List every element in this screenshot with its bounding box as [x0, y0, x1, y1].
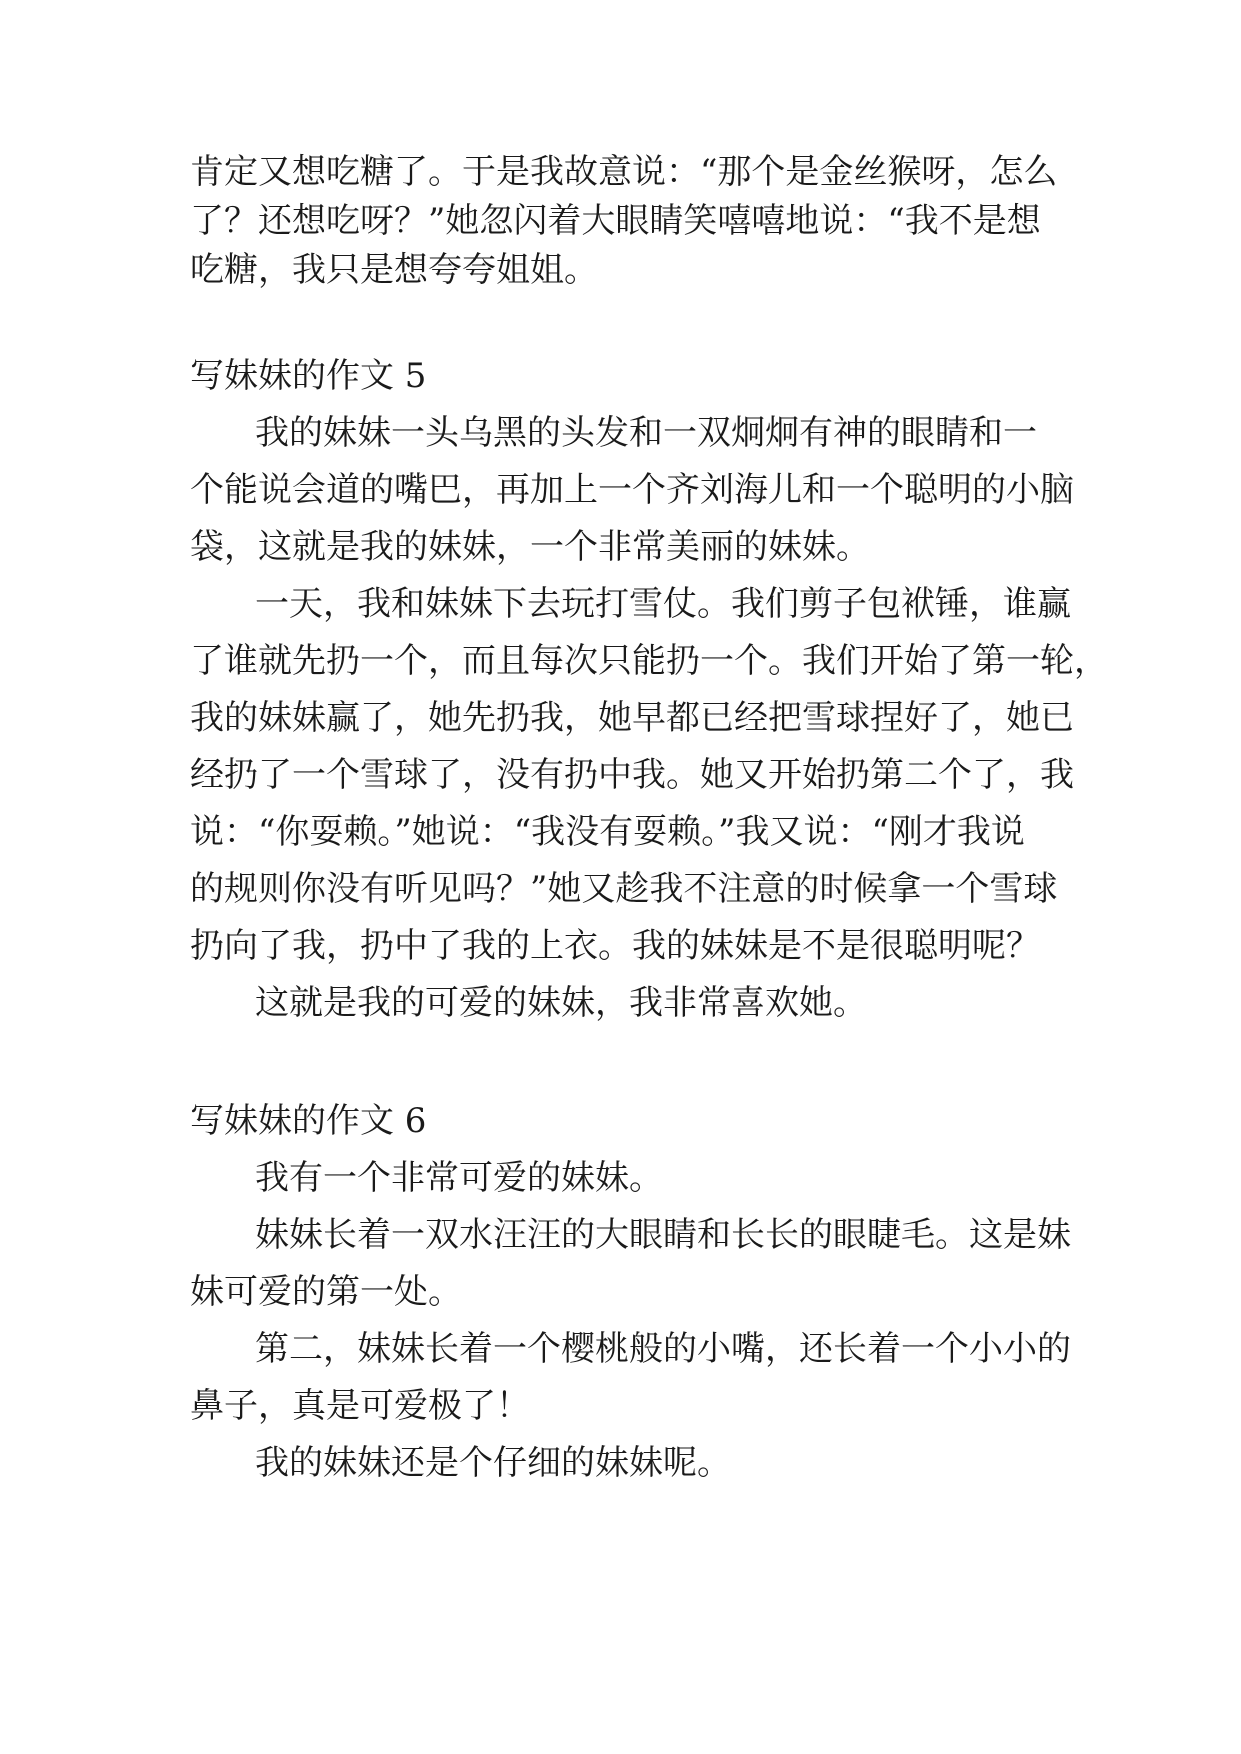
- text-line: 我有一个非常可爱的妹妹。: [255, 1158, 663, 1198]
- text-line: 妹妹长着一双水汪汪的大眼睛和长长的眼睫毛。这是妹: [255, 1215, 1071, 1255]
- text-line: 袋，这就是我的妹妹，一个非常美丽的妹妹。: [190, 527, 870, 567]
- text-line: 我的妹妹赢了，她先扔我，她早都已经把雪球捏好了，她已: [190, 698, 1074, 738]
- text-line: 第二，妹妹长着一个樱桃般的小嘴，还长着一个小小的: [255, 1329, 1071, 1369]
- text-line: 了谁就先扔一个，而且每次只能扔一个。我们开始了第一轮，: [190, 641, 1108, 681]
- text-line: 的规则你没有听见吗？”她又趁我不注意的时候拿一个雪球: [190, 869, 1058, 909]
- text-line: 个能说会道的嘴巴，再加上一个齐刘海儿和一个聪明的小脑: [190, 470, 1074, 510]
- section-heading: 写妹妹的作文 6: [190, 1101, 427, 1141]
- section-heading: 写妹妹的作文 5: [190, 356, 427, 396]
- text-line: 鼻子，真是可爱极了！: [190, 1386, 530, 1426]
- text-line: 妹可爱的第一处。: [190, 1272, 462, 1312]
- text-line: 这就是我的可爱的妹妹，我非常喜欢她。: [255, 983, 867, 1023]
- text-line: 肯定又想吃糖了。于是我故意说：“那个是金丝猴呀，怎么: [190, 152, 1058, 192]
- text-line: 扔向了我，扔中了我的上衣。我的妹妹是不是很聪明呢？: [190, 926, 1040, 966]
- text-line: 说：“你耍赖。”她说：“我没有耍赖。”我又说：“刚才我说: [190, 812, 1025, 852]
- text-line: 我的妹妹一头乌黑的头发和一双炯炯有神的眼睛和一: [255, 413, 1037, 453]
- text-line: 一天，我和妹妹下去玩打雪仗。我们剪子包袱锤，谁赢: [255, 584, 1071, 624]
- text-line: 经扔了一个雪球了，没有扔中我。她又开始扔第二个了，我: [190, 755, 1074, 795]
- text-line: 吃糖，我只是想夸夸姐姐。: [190, 250, 598, 290]
- text-line: 了？还想吃呀？”她忽闪着大眼睛笑嘻嘻地说：“我不是想: [190, 201, 1041, 241]
- text-line: 我的妹妹还是个仔细的妹妹呢。: [255, 1443, 731, 1483]
